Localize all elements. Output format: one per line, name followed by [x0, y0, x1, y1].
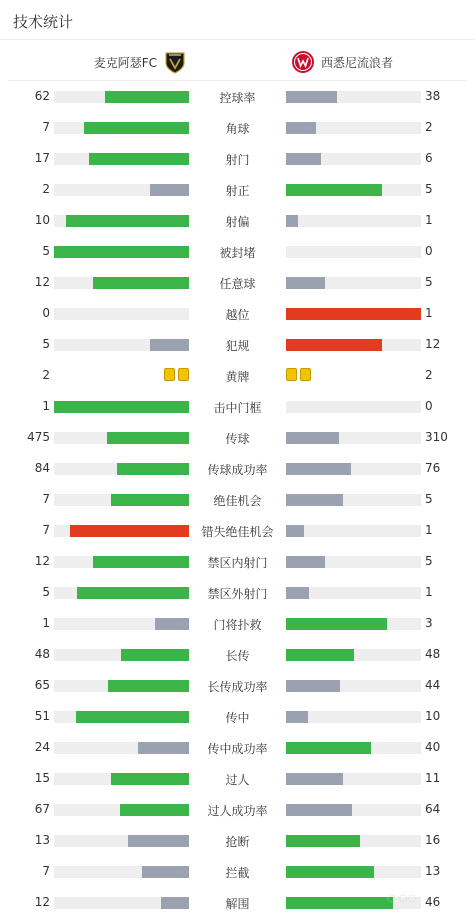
stat-label: 射门: [225, 153, 250, 167]
away-value: 0: [425, 399, 433, 413]
home-bar-fill: [84, 122, 189, 134]
stat-label: 传球: [225, 432, 250, 446]
away-value: 44: [425, 678, 441, 692]
away-bar-track: [286, 680, 421, 692]
yellow-card-icon: [178, 368, 189, 381]
away-value: 0: [425, 244, 433, 258]
home-bar-fill: [150, 184, 189, 196]
home-bar-fill: [111, 773, 189, 785]
home-bar-fill: [70, 525, 189, 537]
stat-row: [0, 795, 475, 826]
away-bar-track: [286, 618, 421, 630]
away-value: 64: [425, 802, 441, 816]
stat-label: 过人成功率: [207, 804, 268, 818]
away-value: 5: [425, 182, 433, 196]
home-bar-track: [54, 432, 189, 444]
away-bar-fill: [286, 308, 421, 320]
home-bar-track: [54, 866, 189, 878]
home-value: 475: [27, 430, 50, 444]
stat-label: 绝佳机会: [213, 494, 262, 508]
home-value: 62: [34, 89, 50, 103]
home-bar-fill: [117, 463, 189, 475]
home-value: 7: [42, 120, 50, 134]
home-value: 10: [34, 213, 50, 227]
away-bar-fill: [286, 618, 387, 630]
home-bar-track: [54, 711, 189, 723]
page-title: 技术统计: [13, 13, 74, 31]
away-bar-fill: [286, 153, 321, 165]
home-value: 12: [34, 895, 50, 909]
away-bar-track: [286, 525, 421, 537]
stats-list: [0, 82, 475, 919]
away-bar-fill: [286, 773, 343, 785]
away-bar-track: [286, 587, 421, 599]
stat-row: [0, 640, 475, 671]
stat-row: [0, 206, 475, 237]
home-bar-fill: [76, 711, 189, 723]
stat-label: 被封堵: [219, 246, 256, 260]
home-value: 2: [42, 182, 50, 196]
home-bar-fill: [161, 897, 189, 909]
home-value: 51: [34, 709, 50, 723]
away-bar-track: [286, 339, 421, 351]
stat-row: [0, 516, 475, 547]
away-value: 310: [425, 430, 448, 444]
stat-row: [0, 857, 475, 888]
home-bar-track: [54, 401, 189, 413]
away-bar-fill: [286, 804, 352, 816]
away-bar-fill: [286, 649, 354, 661]
home-bar-track: [54, 339, 189, 351]
home-bar-track: [54, 525, 189, 537]
home-value: 1: [42, 616, 50, 630]
stat-label: 传球成功率: [207, 463, 268, 477]
stat-row: [0, 82, 475, 113]
away-bar-track: [286, 494, 421, 506]
stat-label: 拦截: [225, 866, 250, 880]
home-value: 7: [42, 523, 50, 537]
stat-label: 射正: [225, 184, 250, 198]
away-value: 76: [425, 461, 441, 475]
stat-row: [0, 144, 475, 175]
away-bar-track: [286, 277, 421, 289]
away-bar-fill: [286, 432, 339, 444]
home-bar-fill: [108, 680, 189, 692]
away-team[interactable]: [291, 48, 393, 76]
home-bar-fill: [105, 91, 189, 103]
home-bar-track: [54, 122, 189, 134]
home-value: 5: [42, 244, 50, 258]
home-bar-track: [54, 618, 189, 630]
stat-row: [0, 578, 475, 609]
away-bar-fill: [286, 277, 325, 289]
stat-row: [0, 826, 475, 857]
away-bar-fill: [286, 711, 308, 723]
away-bar-track: [286, 153, 421, 165]
away-bar-track: [286, 866, 421, 878]
home-bar-track: [54, 277, 189, 289]
away-value: 1: [425, 213, 433, 227]
away-value: 5: [425, 554, 433, 568]
home-value: 67: [34, 802, 50, 816]
away-value: 1: [425, 585, 433, 599]
stat-label: 错失绝佳机会: [201, 525, 274, 539]
away-bar-track: [286, 401, 421, 413]
stat-label: 角球: [225, 122, 250, 136]
away-value: 48: [425, 647, 441, 661]
away-bar-fill: [286, 556, 325, 568]
away-bar-fill: [286, 91, 337, 103]
home-value: 7: [42, 492, 50, 506]
home-value: 65: [34, 678, 50, 692]
stat-label: 越位: [225, 308, 250, 322]
away-bar-track: [286, 122, 421, 134]
stat-row: [0, 299, 475, 330]
away-bar-fill: [286, 866, 374, 878]
away-bar-fill: [286, 122, 316, 134]
stat-label: 抢断: [225, 835, 250, 849]
away-bar-track: [286, 432, 421, 444]
home-bar-fill: [121, 649, 189, 661]
away-bar-fill: [286, 897, 393, 909]
home-bar-track: [54, 649, 189, 661]
away-value: 13: [425, 864, 441, 878]
home-bar-fill: [142, 866, 189, 878]
away-value: 11: [425, 771, 441, 785]
home-bar-track: [54, 215, 189, 227]
home-bar-fill: [128, 835, 189, 847]
stat-label: 犯规: [225, 339, 250, 353]
home-bar-fill: [89, 153, 189, 165]
stat-row: [0, 361, 475, 392]
home-team-name: 麦克阿瑟FC: [93, 55, 157, 70]
home-value: 84: [34, 461, 50, 475]
away-bar-track: [286, 804, 421, 816]
away-bar-track: [286, 463, 421, 475]
stat-row: [0, 671, 475, 702]
home-bar-fill: [54, 401, 189, 413]
stat-label: 击中门框: [213, 401, 262, 415]
home-bar-fill: [54, 246, 189, 258]
stat-row: [0, 113, 475, 144]
home-value: 1: [42, 399, 50, 413]
home-bar-fill: [155, 618, 189, 630]
home-value: 2: [42, 368, 50, 382]
yellow-card-icon: [164, 368, 175, 381]
away-value: 40: [425, 740, 441, 754]
home-value: 5: [42, 585, 50, 599]
home-team-crest-icon: [163, 50, 187, 74]
stat-label: 过人: [225, 773, 250, 787]
away-team-name: 西悉尼流浪者: [321, 55, 394, 70]
home-bar-fill: [107, 432, 189, 444]
home-value: 7: [42, 864, 50, 878]
away-value: 6: [425, 151, 433, 165]
stat-label: 门将扑救: [213, 618, 262, 632]
home-value: 12: [34, 554, 50, 568]
stat-row: [0, 392, 475, 423]
home-bar-track: [54, 835, 189, 847]
home-bar-fill: [138, 742, 189, 754]
home-bar-fill: [120, 804, 189, 816]
away-bar-fill: [286, 339, 382, 351]
home-value: 12: [34, 275, 50, 289]
home-bar-track: [54, 246, 189, 258]
home-bar-track: [54, 680, 189, 692]
away-value: 12: [425, 337, 441, 351]
stat-label: 传中: [225, 711, 250, 725]
home-bar-track: [54, 91, 189, 103]
stat-row: [0, 702, 475, 733]
home-team[interactable]: [94, 48, 187, 76]
stat-row: [0, 330, 475, 361]
yellow-card-icon: [286, 368, 297, 381]
stat-label: 解围: [225, 897, 250, 911]
away-bar-track: [286, 556, 421, 568]
stat-label: 禁区外射门: [207, 587, 268, 601]
home-value: 17: [34, 151, 50, 165]
home-bar-fill: [77, 587, 189, 599]
away-value: 16: [425, 833, 441, 847]
home-bar-track: [54, 308, 189, 320]
teams-bar: [8, 43, 467, 81]
stat-label: 长传: [225, 649, 250, 663]
home-bar-fill: [93, 556, 189, 568]
away-bar-fill: [286, 835, 360, 847]
stat-row: [0, 733, 475, 764]
stat-row: [0, 237, 475, 268]
home-value: 13: [34, 833, 50, 847]
stat-row: [0, 764, 475, 795]
stat-row: [0, 423, 475, 454]
away-value: 10: [425, 709, 441, 723]
header: [0, 0, 475, 40]
home-bar-track: [54, 587, 189, 599]
away-bar-fill: [286, 525, 304, 537]
home-value: 24: [34, 740, 50, 754]
home-value: 48: [34, 647, 50, 661]
home-bar-track: [54, 773, 189, 785]
stat-label: 黄牌: [225, 370, 250, 384]
away-value: 5: [425, 492, 433, 506]
home-bar-fill: [93, 277, 189, 289]
away-bar-track: [286, 184, 421, 196]
away-value: 1: [425, 306, 433, 320]
home-value: 15: [34, 771, 50, 785]
away-bar-track: [286, 91, 421, 103]
away-bar-track: [286, 773, 421, 785]
home-bar-fill: [111, 494, 189, 506]
home-bar-track: [54, 494, 189, 506]
home-value: 0: [42, 306, 50, 320]
away-bar-track: [286, 215, 421, 227]
away-bar-track: [286, 246, 421, 258]
away-value: 2: [425, 368, 433, 382]
home-bar-track: [54, 463, 189, 475]
away-bar-fill: [286, 494, 343, 506]
away-bar-track: [286, 308, 421, 320]
away-team-crest-icon: [291, 50, 315, 74]
watermark-icon: ◌ ◌◌: [387, 893, 417, 904]
home-bar-track: [54, 804, 189, 816]
away-bar-fill: [286, 680, 340, 692]
stat-label: 射偏: [225, 215, 250, 229]
home-bar-fill: [150, 339, 189, 351]
away-bar-track: [286, 835, 421, 847]
away-value: 46: [425, 895, 441, 909]
away-value: 38: [425, 89, 441, 103]
stat-row: [0, 175, 475, 206]
stat-label: 任意球: [219, 277, 256, 291]
home-bar-track: [54, 897, 189, 909]
home-bar-track: [54, 153, 189, 165]
home-bar-track: [54, 742, 189, 754]
away-bar-track: [286, 649, 421, 661]
stat-row: [0, 268, 475, 299]
away-value: 5: [425, 275, 433, 289]
away-value: 1: [425, 523, 433, 537]
away-bar-fill: [286, 742, 371, 754]
yellow-card-icon: [300, 368, 311, 381]
away-yellow-cards: [286, 368, 311, 382]
home-bar-track: [54, 184, 189, 196]
away-value: 3: [425, 616, 433, 630]
stat-label: 传中成功率: [207, 742, 268, 756]
stat-label: 禁区内射门: [207, 556, 268, 570]
away-value: 2: [425, 120, 433, 134]
home-bar-track: [54, 556, 189, 568]
home-bar-fill: [66, 215, 189, 227]
stat-row: [0, 547, 475, 578]
away-bar-track: [286, 742, 421, 754]
stat-label: 控球率: [219, 91, 256, 105]
stat-row: [0, 609, 475, 640]
stat-label: 长传成功率: [207, 680, 268, 694]
away-bar-fill: [286, 463, 351, 475]
away-bar-fill: [286, 587, 309, 599]
home-value: 5: [42, 337, 50, 351]
stat-row: [0, 454, 475, 485]
home-yellow-cards: [164, 368, 189, 382]
away-bar-fill: [286, 215, 298, 227]
away-bar-track: [286, 711, 421, 723]
stat-row: [0, 485, 475, 516]
away-bar-fill: [286, 184, 382, 196]
